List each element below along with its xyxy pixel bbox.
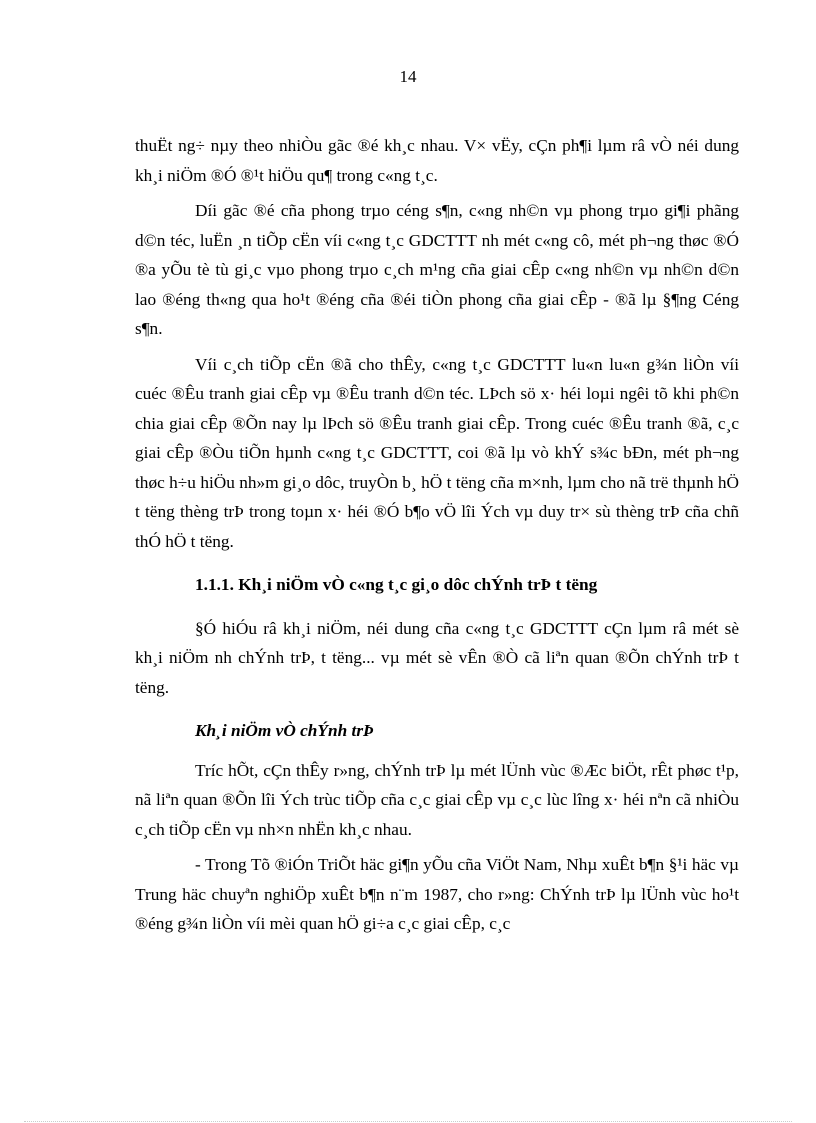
document-body: [135, 131, 739, 945]
paragraph: Díi gãc ®é cña phong trµo céng s¶n, c«ng nh©n vµ phong trµo gi¶i phãng d©n téc, luËn ¸n tiÕp cËn víi c«ng t¸c GDCTTT nh mét c«ng cô, mét ph¬ng thøc ®Ó ®a yÕu tè tù gi¸c vµo phong trµo c¸ch m¹ng cña giai cÊp c«ng nh©n vµ nh©n d©n lao ®éng th«ng qua ho¹t ®éng cña ®éi tiÒn phong cña giai cÊp - ®ã lµ §¶ng Céng s¶n.: [135, 201, 739, 338]
subsection-heading: Kh¸i niÖm vÒ chÝnh trÞ: [195, 721, 374, 740]
section-heading: 1.1.1. Kh¸i niÖm vÒ c«ng t¸c gi¸o dôc chÝnh trÞ t tëng: [195, 575, 598, 594]
paragraph: Tríc hÕt, cÇn thÊy r»ng, chÝnh trÞ lµ mét lÜnh vùc ®Æc biÖt, rÊt phøc t¹p, nã liªn quan ®Õn lîi Ých trùc tiÕp cña c¸c giai cÊp vµ c¸c lùc lîng x· héi nªn cã nhiÒu c¸ch tiÕp cËn vµ nh×n nhËn kh¸c nhau.: [135, 760, 739, 839]
paragraph-continuation: thuËt ng÷ nµy theo nhiÒu gãc ®é kh¸c nhau. V× vËy, cÇn ph¶i lµm râ vÒ néi dung kh¸i niÖm ®Ó ®¹t hiÖu qu¶ trong c«ng t¸c.: [135, 136, 739, 185]
paragraph: Víi c¸ch tiÕp cËn ®ã cho thÊy, c«ng t¸c GDCTTT lu«n lu«n g¾n liÒn víi cuéc ®Êu tranh giai cÊp vµ ®Êu tranh d©n téc. LÞch sö x· héi loµi ngêi tõ khi ph©n chia giai cÊp ®Õn nay lµ lÞch sö ®Êu tranh giai cÊp. Trong cuéc ®Êu tranh ®ã, c¸c giai cÊp ®Òu tiÕn hµnh c«ng t¸c GDCTTT, coi ®ã lµ vò khÝ s¾c bÐn, mét ph¬ng thøc h÷u hiÖu nh»m gi¸o dôc, truyÒn b¸ hÖ t tëng cña m×nh, lµm cho nã trë thµnh hÖ t tëng thèng trÞ trong toµn x· héi ®Ó b¶o vÖ lîi Ých vµ duy tr× sù thèng trÞ cña chñ thÓ hÖ t tëng.: [135, 354, 739, 551]
paragraph: - Trong Tõ ®iÓn TriÕt häc gi¶n yÕu cña ViÖt Nam, Nhµ xuÊt b¶n §¹i häc vµ Trung häc chuyªn nghiÖp xuÊt b¶n n¨m 1987, cho r»ng: ChÝnh trÞ lµ lÜnh vùc ho¹t ®éng g¾n liÒn víi mèi quan hÖ gi÷a c¸c giai cÊp, c¸c: [135, 855, 739, 933]
page-number: 14: [399, 67, 417, 86]
paragraph: §Ó hiÓu râ kh¸i niÖm, néi dung cña c«ng t¸c GDCTTT cÇn lµm râ mét sè kh¸i niÖm nh chÝnh trÞ, t tëng... vµ mét sè vÊn ®Ò cã liªn quan ®Õn chÝnh trÞ t tëng.: [135, 618, 739, 697]
page-bottom-rule: [24, 1121, 792, 1122]
